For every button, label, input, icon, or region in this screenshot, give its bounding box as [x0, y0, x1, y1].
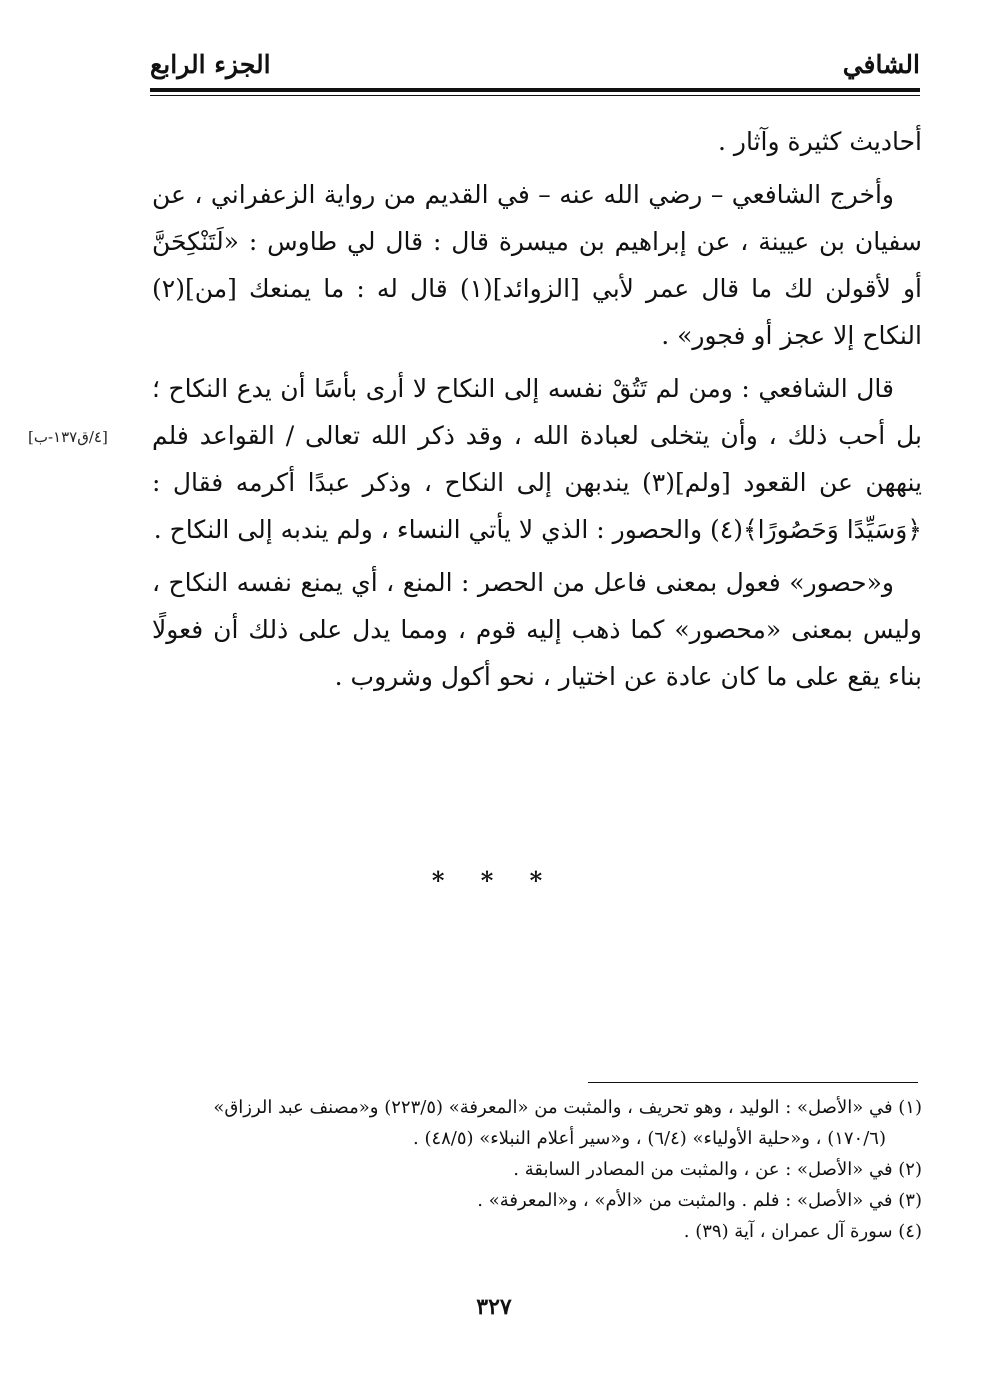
- footnote-1-continued: (١٧٠/٦) ، و«حلية الأولياء» (٦/٤) ، و«سير أعلام النبلاء» (٤٨/٥) .: [413, 1128, 886, 1149]
- header-rule-thick: [150, 88, 920, 92]
- page-header: [150, 46, 920, 100]
- footnote-3: (٣) في «الأصل» : فلم . والمثبت من «الأم» ، و«المعرفة» .: [477, 1190, 922, 1211]
- footnotes: [152, 1092, 922, 1247]
- part-label: الجزء الرابع: [150, 50, 271, 79]
- footnote-2: (٢) في «الأصل» : عن ، والمثبت من المصادر السابقة .: [513, 1159, 922, 1180]
- paragraph-2: وأخرج الشافعي – رضي الله عنه – في القديم من رواية الزعفراني ، عن سفيان بن عيينة ، عن إبراهيم بن ميسرة قال : قال لي طاوس : «لَتَنْكِحَنَّ أو لأقولن لك ما قال عمر لأبي [الزوائد](١) قال له : ما يمنعك [من](٢) النكاح إلا عجز أو فجور» .: [152, 180, 923, 350]
- manuscript-folio-note: [٤/ق١٣٧-ب]: [28, 428, 108, 446]
- header-rule-thin: [150, 95, 920, 96]
- footnote-rule: [588, 1082, 918, 1083]
- paragraph-4: و«حصور» فعول بمعنى فاعل من الحصر : المنع ، أي يمنع نفسه النكاح ، وليس بمعنى «محصور» كما ذهب إليه قوم ، ومما يدل على ذلك أن فعولًا بناء يقع على ما كان عادة عن اختيار ، نحو أكول وشروب .: [152, 568, 922, 691]
- main-text: [152, 118, 922, 706]
- footnote-4: (٤) سورة آل عمران ، آية (٣٩) .: [683, 1221, 922, 1242]
- book-title: الشافي: [842, 50, 920, 79]
- paragraph-1: أحاديث كثيرة وآثار .: [718, 127, 922, 156]
- section-separator: * * *: [431, 866, 557, 895]
- page-number: ٣٢٧: [476, 1294, 512, 1320]
- paragraph-3: قال الشافعي : ومن لم تَتُقْ نفسه إلى النكاح لا أرى بأسًا أن يدع النكاح ؛ بل أحب ذلك ، وأن يتخلى لعبادة الله ، وقد ذكر الله تعالى / القواعد فلم ينههن عن القعود [ولم](٣) يندبهن إلى النكاح ، وذكر عبدًا أكرمه فقال : ﴿وَسَيِّدًا وَحَصُورًا﴾(٤) والحصور : الذي لا يأتي النساء ، ولم يندبه إلى النكاح .: [152, 374, 922, 544]
- footnote-1: (١) في «الأصل» : الوليد ، وهو تحريف ، والمثبت من «المعرفة» (٢٢٣/٥) و«مصنف عبد الرزاق»: [213, 1097, 922, 1118]
